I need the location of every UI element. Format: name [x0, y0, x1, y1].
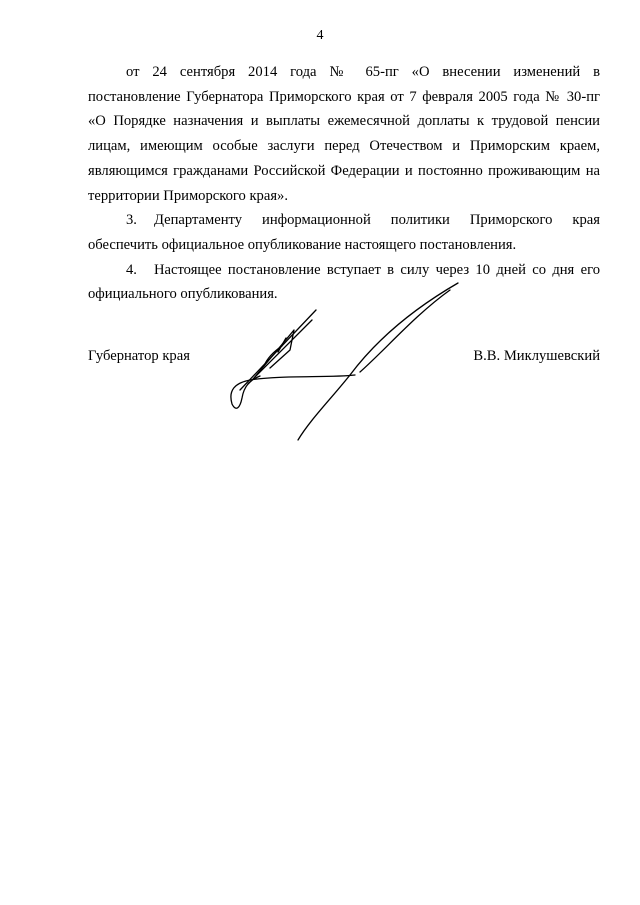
handwritten-signature-icon — [220, 280, 470, 445]
paragraph-number: 4. — [126, 261, 137, 278]
paragraph-amendment-reference — [88, 60, 600, 208]
signatory-name: В.В. Миклушевский — [473, 348, 600, 364]
paragraph-3-publication-order — [88, 208, 600, 257]
signatory-title: Губернатор края — [88, 348, 190, 364]
text-line: «О Порядке назначения и выплаты ежемесячной доплаты к трудовой пенсии — [88, 113, 600, 130]
text-segment: Департаменту информационной политики Приморского края — [154, 212, 600, 229]
text-line — [88, 208, 600, 233]
text-line: являющимся гражданами Российской Федерации и постоянно проживающим на — [88, 162, 600, 179]
text-segment: Настоящее постановление вступает в силу через 10 дней со дня его — [154, 261, 600, 278]
text-line — [88, 258, 600, 283]
paragraph-number: 3. — [126, 212, 137, 229]
text-line: обеспечить официальное опубликование настоящего постановления. — [88, 236, 517, 253]
text-line: постановление Губернатора Приморского края от 7 февраля 2005 года № 30-пг — [88, 88, 600, 105]
text-line: лицам, имеющим особые заслуги перед Отечеством и Приморским краем, — [88, 138, 600, 155]
page-number: 4 — [316, 28, 324, 43]
text-line: официального опубликования. — [88, 286, 278, 303]
document-body — [88, 60, 600, 307]
text-line: территории Приморского края». — [88, 187, 288, 204]
text-line: от 24 сентября 2014 года № 65-пг «О внесении изменений в — [126, 64, 600, 80]
